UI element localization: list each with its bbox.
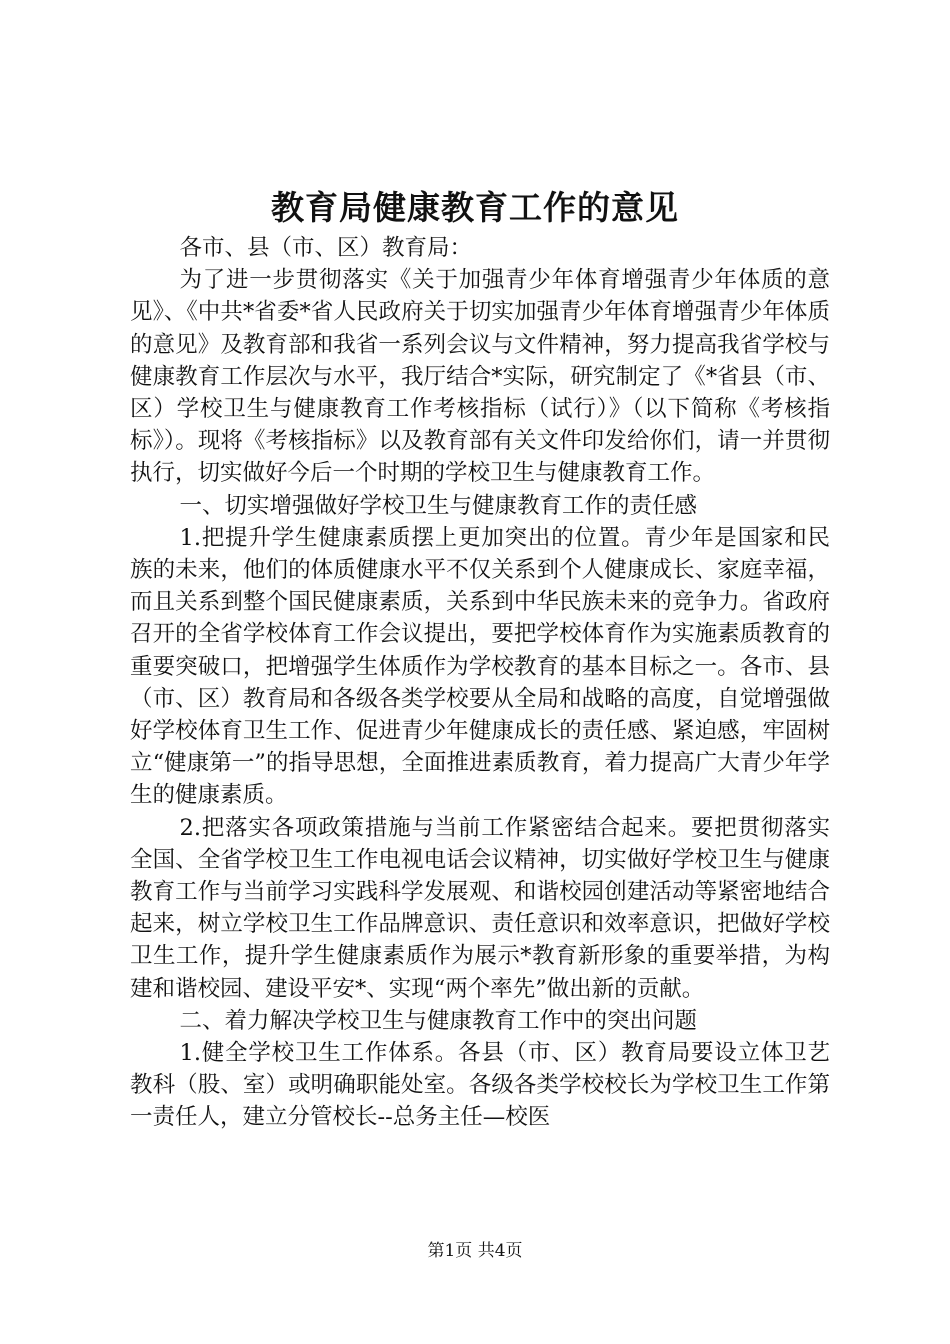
paragraph-intro: 为了进一步贯彻落实《关于加强青少年体育增强青少年体质的意见》、《中共*省委*省人民政府关于切实加强青少年体育增强青少年体质的意见》及教育部和我省一系列会议与文件精神，努力提高我省学校与健康教育工作层次与水平，我厅结合*实际，研究制定了《*省县（市、区）学校卫生与健康教育工作考核指标（试行）》（以下简称《考核指标》）。现将《考核指标》以及教育部有关文件印发给你们，请一并贯彻执行，切实做好今后一个时期的学校卫生与健康教育工作。	[130, 267, 830, 487]
section-heading-1: 一、切实增强做好学校卫生与健康教育工作的责任感	[179, 492, 698, 519]
document-body	[130, 232, 830, 1134]
paragraph-1-1: 1.把提升学生健康素质摆上更加突出的位置。青少年是国家和民族的未来，他们的体质健康水平不仅关系到个人健康成长、家庭幸福，而且关系到整个国民健康素质，关系到中华民族未来的竞争力。省政府召开的全省学校体育工作会议提出，要把学校体育作为实施素质教育的重要突破口，把增强学生体质作为学校教育的基本目标之一。各市、县（市、区）教育局和各级各类学校要从全局和战略的高度，自觉增强做好学校体育卫生工作、促进青少年健康成长的责任感、紧迫感，牢固树立“健康第一”的指导思想，全面推进素质教育，着力提高广大青少年学生的健康素质。	[130, 524, 830, 809]
page-footer: 第1页 共4页	[427, 1241, 523, 1261]
salutation: 各市、县（市、区）教育局：	[179, 235, 473, 261]
document-title: 教育局健康教育工作的意见	[271, 188, 679, 227]
paragraph-2-1: 1.健全学校卫生工作体系。各县（市、区）教育局要设立体卫艺教科（股、室）或明确职能处室。各级各类学校校长为学校卫生工作第一责任人，建立分管校长--总务主任—校医	[130, 1040, 830, 1131]
paragraph-1-2: 2.把落实各项政策措施与当前工作紧密结合起来。要把贯彻落实全国、全省学校卫生工作电视电话会议精神，切实做好学校卫生与健康教育工作与当前学习实践科学发展观、和谐校园创建活动等紧密地结合起来，树立学校卫生工作品牌意识、责任意识和效率意识，把做好学校卫生工作，提升学生健康素质作为展示*教育新形象的重要举措，为构建和谐校园、建设平安*、实现“两个率先”做出新的贡献。	[130, 814, 830, 1002]
section-heading-2: 二、着力解决学校卫生与健康教育工作中的突出问题	[179, 1007, 698, 1034]
